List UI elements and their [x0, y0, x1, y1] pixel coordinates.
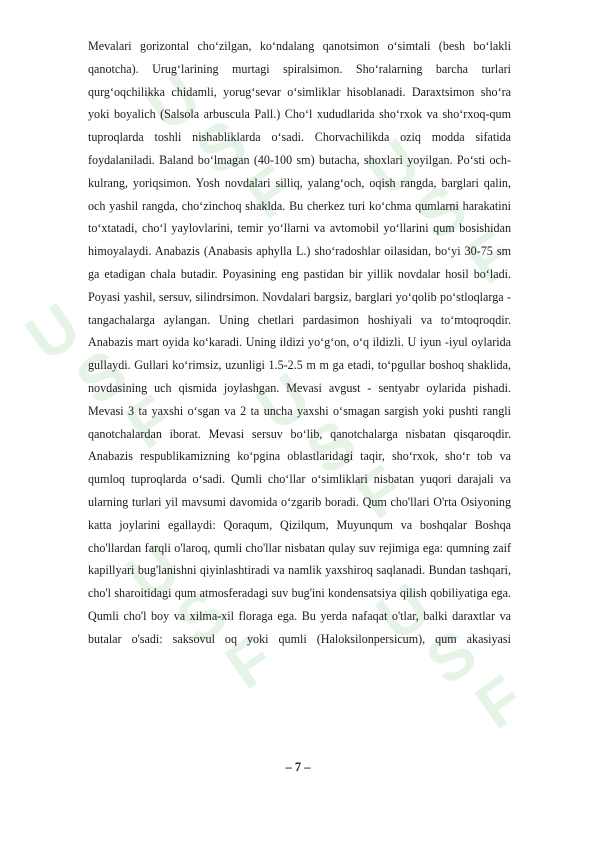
- watermark-letter: S: [163, 575, 240, 659]
- watermark-letter: F: [212, 621, 287, 703]
- watermark-letter: U: [133, 59, 213, 145]
- watermark-letter: S: [403, 170, 480, 254]
- watermark-letter: U: [13, 289, 93, 375]
- watermark-letter: U: [243, 359, 323, 445]
- paragraph: Mevalari gorizontal cho‘zilgan, ko‘ndalang qanotsimon o‘simtali (besh bo‘lakli qanotcha). Urug‘larining murtagi spiralsimon. Sho‘ralarning barcha turlari qurg‘oqchilikka chidamli, yorug‘sevar o‘simliklar hisoblanadi. Daraxtsimon sho‘ra yoki boyalich (Salsola arbuscula Pall.) Cho‘l xududlarida sho‘rxok va sho‘rxoq-qum tuproqlarda toshli nishabliklarda o‘sadi. Chorvachilikda oziq modda sifatida foydalaniladi. Baland bo‘lmagan (40-100 sm) butacha, shoxlari yoyilgan. Po‘sti och-kulrang, yoriqsimon. Yosh novdalari silliq, yalang‘och, oqish rangda, barglari qalin, och yashil rangda, cho‘zinchoq shaklda. Bu cherkez turi ko‘chma qumlarni harakatini to‘xtatadi, cho‘l yaylovlarini, temir yo‘llarni va avtomobil yo‘llarini qum bosishidan himoyalaydi. Anabazis (Anabasis aphylla L.) sho‘radoshlar oilasidan, bo‘yi 30-75 sm ga etadigan chala butadir. Poyasining eng pastidan bir yillik novdalar hosil bo‘ladi. Poyasi yashil, sersuv, silindrsimon. Novdalari bargsiz, barglari yo‘qolib po‘stloqlarga -tangachalarga aylangan. Uning chetlari pardasimon hoshiyali va to‘mtoqroqdir. Anabazis mart oyida ko‘karadi. Uning ildizi yo‘g‘on, o‘q ildizli. U iyun -iyul oylarida gullaydi. Gullari ko‘rimsiz, uzunligi 1.5-2.5 m m ga etadi, to‘pgullar boshoq shaklida, novdasining uch qismida joylashgan. Mevasi avgust - sentyabr oylarida pishadi. Mevasi 3 ta yaxshi o‘sgan va 2 ta uncha yaxshi o‘smagan sargish yoki pushti rangli qanotchalardan iborat. Mevasi sersuv bo‘lib, qanotchalarga nisbatan qisqaroqdir. Anabazis respublikamizning ko‘pgina oblastlaridagi taqir, sho‘rxok, sho‘r tob va qumloq tuproqlarda o‘sadi. Qumli cho‘llar o‘simliklari nisbatan yuqori darajali va ularning turlari yil mavsumi davomida o‘zgarib boradi. Qum cho'llari O'rta Osiyoning katta joylarini egallaydi: Qoraqum, Qizilqum, Muyunqum va boshqalar Boshqa cho'llardan farqli o'laroq, qumli cho'llar nisbatan qulay suv rejimiga ega: qumning zaif kapillyari bug'lanishni qiyinlashtiradi va namlik yaxshiroq saqlanadi. Bundan tashqari, cho'l sharoitidagi qum atmosferadagi suv bug'ini kondensatsiya qilish qobiliyatiga ega. Qumli cho'l boy va xilma-xil floraga ega. Bu yerda nafaqat o'tlar, balki daraxtlar va butalar o'sadi: saksovul oq yoki qumli (Haloksilonpersicum), qum akasiyasi: [88, 39, 511, 646]
- watermark-letter: U: [363, 569, 443, 655]
- watermark-letter: F: [462, 661, 537, 743]
- watermark-letter: F: [342, 451, 417, 533]
- watermark-letter: F: [452, 216, 527, 298]
- body-text: [88, 35, 511, 655]
- watermark-letter: U: [353, 124, 433, 210]
- watermark-letter: U: [113, 529, 193, 615]
- watermark-letter: F: [232, 151, 307, 233]
- watermark-letter: S: [183, 105, 260, 189]
- watermark-letter: S: [63, 335, 140, 419]
- page-number: – 7 –: [285, 760, 311, 774]
- watermark-letter: F: [112, 381, 187, 463]
- watermark-letter: S: [413, 615, 490, 699]
- watermark-letter: S: [293, 405, 370, 489]
